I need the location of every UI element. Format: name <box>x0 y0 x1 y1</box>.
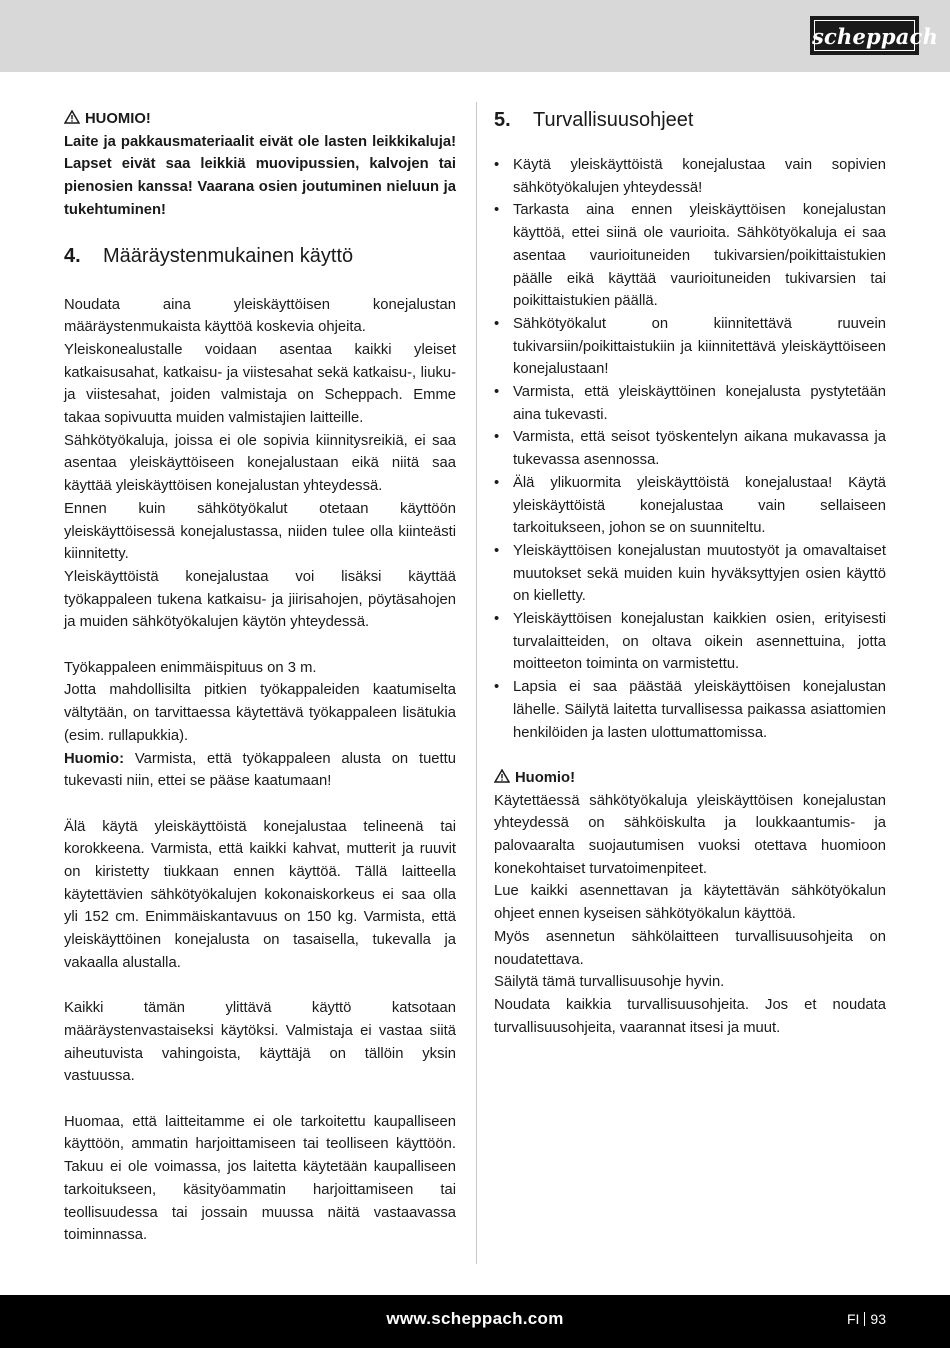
section-number: 4. <box>64 244 81 267</box>
language-code: FI <box>846 1311 860 1327</box>
warning-title: Huomio! <box>515 769 575 786</box>
warning-heading <box>64 108 456 131</box>
paragraph: Käytettäessä sähkötyökaluja yleiskäyttöisen konejalustan yhteydessä on sähköiskulta ja loukkaantumis- ja palovaaralta suojautumisen vuoksi otettava huomioon konekohtaiset turvatoimenpiteet. <box>494 792 886 877</box>
section-4-heading <box>64 242 456 270</box>
warning-title: HUOMIO! <box>85 111 151 127</box>
section-number: 5. <box>494 109 511 131</box>
paragraph: Älä käytä yleiskäyttöistä konejalustaa telineenä tai korokkeena. Varmista, että kaikki kahvat, mutterit ja ruuvit on kiristetty tiukkaan ennen käyttöä. Tällä laitteella käytettävien sähkötyökalujen kokonaiskorkeus ei saa olla yli 152 cm. Enimmäiskantavuus on 150 kg. Varmista, että yleiskäyttöinen konejalusta on tasaisella, tukevalla ja vakaalla alustalla. <box>64 818 456 971</box>
paragraph: Myös asennetun sähkölaitteen turvallisuusohjeita on noudatettava. <box>494 928 886 968</box>
page-header <box>0 0 950 72</box>
paragraph: Työkappaleen enimmäispituus on 3 m. <box>64 659 317 676</box>
column-divider <box>476 102 477 1264</box>
paragraph: Noudata kaikkia turvallisuusohjeita. Jos et noudata turvallisuusohjeita, vaarannat itsesi ja muut. <box>494 997 886 1036</box>
page-indicator <box>847 1311 886 1327</box>
list-item: • Varmista, että seisot työskentelyn aikana mukavassa ja tukevassa asennossa. <box>494 426 886 471</box>
paragraph: Säilytä tämä turvallisuusohje hyvin. <box>494 974 725 991</box>
paragraph: Jotta mahdollisilta pitkien työkappaleiden kaatumiselta vältytään, on tarvittaessa käytettävä työkappaleen lisätukia (esim. rullapukkia). <box>64 682 456 744</box>
safety-list <box>494 154 886 744</box>
paragraph: Yleiskäyttöistä konejalustaa voi lisäksi käyttää työkappaleen tukena katkaisu- ja jiirisahojen, pöytäsahojen ja muiden sähkötyökalujen käytön yhteydessä. <box>64 568 456 631</box>
paragraph: Sähkötyökaluja, joissa ei ole sopivia kiinnitysreikiä, ei saa asentaa yleiskäyttöiseen konejalustaan eikä niitä saa käyttää yleiskäyttöisen konejalustan yhteydessä. <box>64 432 456 495</box>
list-item: • Yleiskäyttöisen konejalustan kaikkien osien, erityisesti turvalaitteiden, on oltava oikein asennettuina, jotta moitteeton toiminta on varmistettu. <box>494 608 886 676</box>
list-item: • Varmista, että yleiskäyttöinen konejalusta pystytetään aina tukevasti. <box>494 381 886 426</box>
website-url: www.scheppach.com <box>386 1309 564 1328</box>
section-5-heading <box>494 106 886 134</box>
paragraph: Huomaa, että laitteitamme ei ole tarkoitettu kaupalliseen käyttöön, ammatin harjoittamiseen tai teolliseen käyttöön. Takuu ei ole voimassa, jos laitetta käytetään kaupalliseen tarkoitukseen, käsityöammatin harjoittamiseen tai teollisuudessa tai jossain muussa näitä vastaavassa toiminnassa. <box>64 1113 456 1244</box>
paragraph: Yleiskonealustalle voidaan asentaa kaikki yleiset katkaisusahat, katkaisu- ja viistesahat sekä katkaisu-, liuku- ja viistesahat, joiden valmistaja on Scheppach. Emme takaa sopivuutta muiden valmistajien laitteille. <box>64 341 456 427</box>
scheppach-logo: scheppach <box>810 16 919 55</box>
left-column <box>64 108 456 1247</box>
paragraph: Kaikki tämän ylittävä käyttö katsotaan määräystenvastaiseksi käytöksi. Valmistaja ei vastaa siitä aiheutuvista vahingoista, käyttäjä on tällöin yksin vastuussa. <box>64 1000 456 1085</box>
paragraph: Ennen kuin sähkötyökalut otetaan käyttöön yleiskäyttöisessä konejalustassa, niiden tulee olla kiinteästi kiinnitetty. <box>64 500 456 563</box>
note-text: Varmista, että työkappaleen alusta on tuettu tukevasti niin, ettei se pääse kaatumaan! <box>64 750 456 790</box>
note-paragraph <box>64 748 456 793</box>
warning-triangle-icon <box>494 769 510 783</box>
page-footer <box>0 1295 950 1348</box>
list-item: • Sähkötyökalut on kiinnitettävä ruuvein tukivarsiin/poikittaistukiin ja kiinnitettävä yleiskäyttöiseen konejalustaan! <box>494 313 886 381</box>
warning-triangle-icon <box>64 110 80 124</box>
list-item: • Yleiskäyttöisen konejalustan muutostyöt ja omavaltaiset muutokset sekä muiden kuin hyväksyttyjen osien käyttö on kielletty. <box>494 540 886 608</box>
page-number: 93 <box>870 1311 886 1327</box>
warning-text: Laite ja pakkausmateriaalit eivät ole lasten leikkikaluja! Lapset eivät saa leikkiä muovipussien, kalvojen tai pienosien kanssa! Vaarana osien joutuminen nieluun ja tukehtuminen! <box>64 133 456 218</box>
list-item: • Käytä yleiskäyttöistä konejalustaa vain sopivien sähkötyökalujen yhteydessä! <box>494 154 886 199</box>
note-label: Huomio: <box>64 750 124 767</box>
paragraph: Lue kaikki asennettavan ja käytettävän sähkötyökalun ohjeet ennen kyseisen sähkötyökalun käyttöä. <box>494 883 886 923</box>
warning-heading <box>494 767 886 790</box>
section-title: Määräystenmukainen käyttö <box>103 244 354 267</box>
list-item: • Tarkasta aina ennen yleiskäyttöisen konejalustan käyttöä, ettei siinä ole vaurioita. Sähkötyökaluja ei saa asentaa vaurioituneiden tukivarsien/poikittaistukien päälle eikä käyttää vaurioituneiden tukivarsien tai poikittaistukien päällä. <box>494 199 886 313</box>
paragraph: Noudata aina yleiskäyttöisen konejalustan määräystenmukaista käyttöä koskevia ohjeita. <box>64 296 456 336</box>
section-title: Turvallisuusohjeet <box>533 109 694 131</box>
right-column <box>494 108 886 1039</box>
list-item: • Lapsia ei saa päästää yleiskäyttöisen konejalustan lähelle. Säilytä laitetta turvallisessa paikassa asiattomien henkilöiden ja lasten ulottumattomissa. <box>494 676 886 744</box>
list-item: • Älä ylikuormita yleiskäyttöistä konejalustaa! Käytä yleiskäyttöistä konejalustaa vain sellaiseen tarkoitukseen, johon se on suunniteltu. <box>494 472 886 540</box>
